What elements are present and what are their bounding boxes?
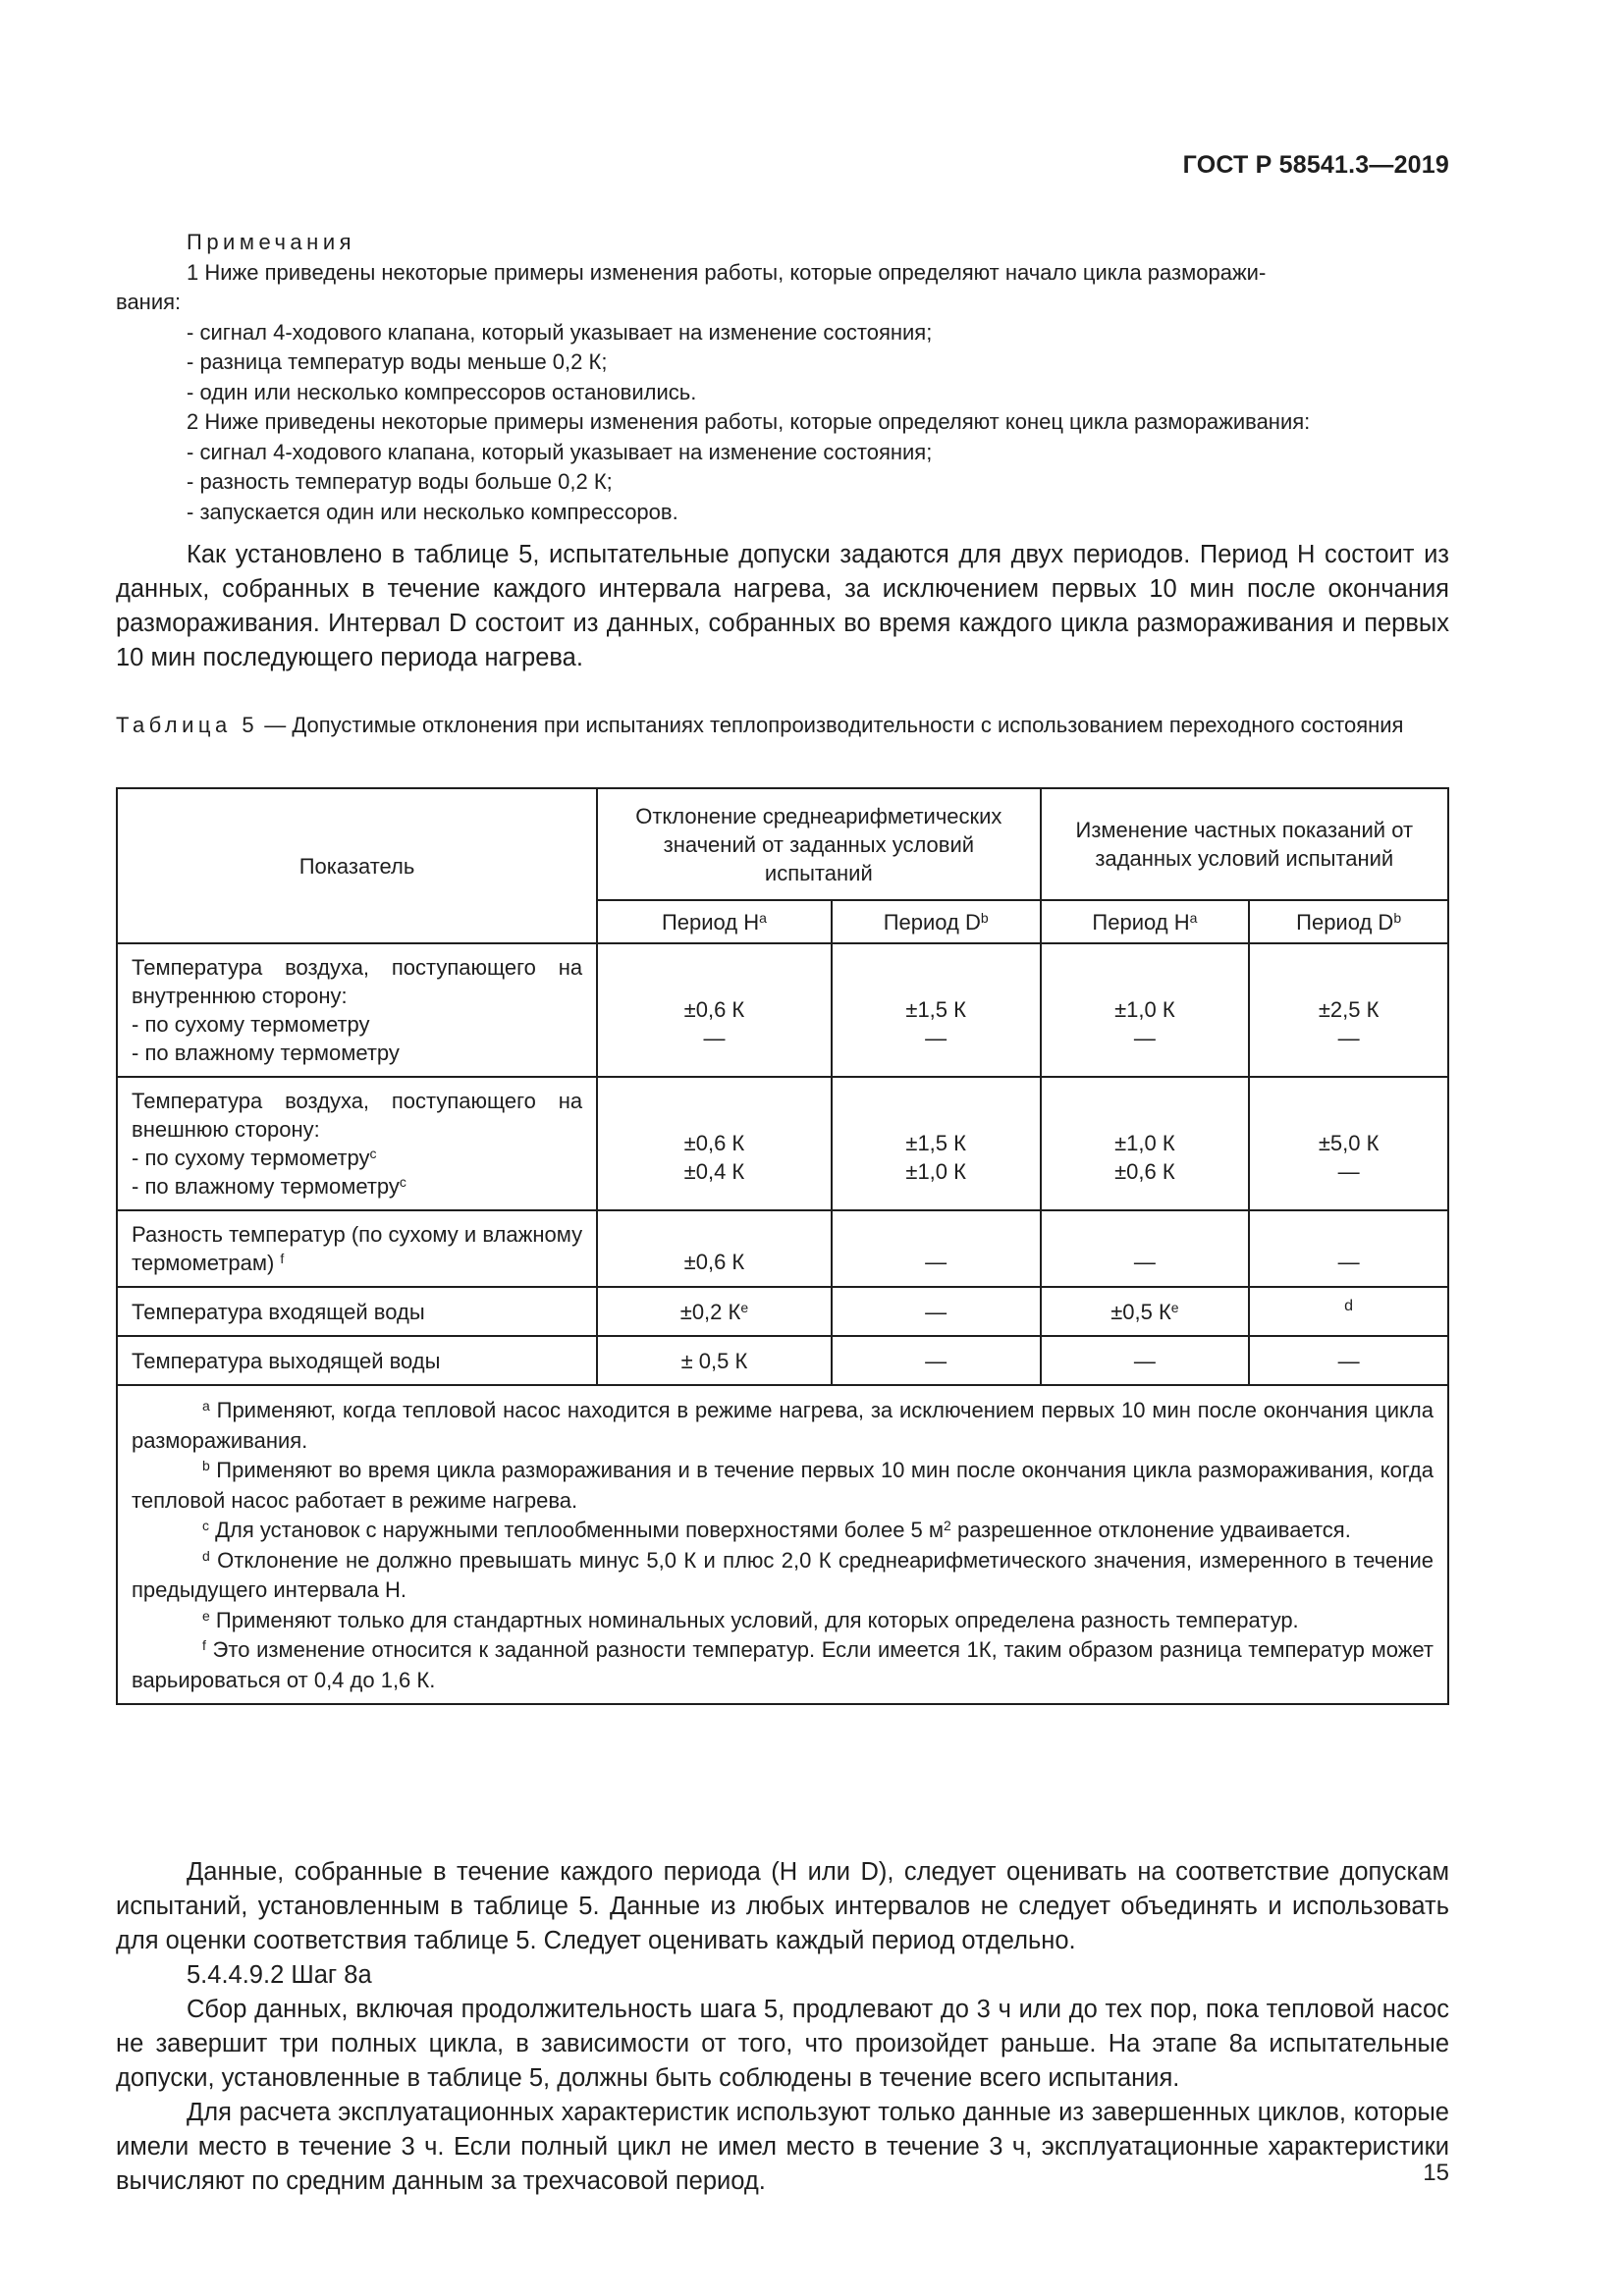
table-footnotes-row — [117, 1385, 1448, 1704]
notes-block — [116, 228, 1449, 527]
table-caption-text: — Допустимые отклонения при испытаниях теплопроизводительности с использованием переходного состояния — [258, 713, 1404, 737]
table-cell: — — [832, 1336, 1041, 1385]
row-label: Температура воздуха, поступающего на внешнюю сторону: - по сухому термометру$^c$ - по влажному термометру$^c$ — [117, 1077, 597, 1210]
paragraph-text: Как установлено в таблице 5, испытательные допуски задаются для двух периодов. Период Н состоит из данных, собранных в течение каждого интервала нагрева, за исключением первых 10 мин после окончания размораживания. Интервал D состоит из данных, собранных во время каждого цикла размораживания и первых 10 мин последующего периода нагрева. — [116, 541, 1449, 671]
table-cell: ±1,0 К ±0,6 К — [1041, 1077, 1250, 1210]
table-cell: ± 0,5 К — [597, 1336, 832, 1385]
paragraph-periods — [116, 538, 1449, 675]
paragraph-step-8a: Сбор данных, включая продолжительность шага 5, продлевают до 3 ч или до тех пор, пока тепловой насос не завершит три полных цикла, в зависимости от того, что произойдет раньше. На этапе 8а испытательные допуски, установленные в таблице 5, должны быть соблюдены в течение всего испытания. — [116, 1996, 1449, 2092]
note-1-item: - сигнал 4-ходового клапана, который указывает на изменение состояния; — [187, 319, 933, 345]
note-2-item: - запускается один или несколько компрессоров. — [187, 499, 678, 524]
footnote-d: $^d$ Отклонение не должно превышать минус 5,0 К и плюс 2,0 К среднеарифметического значения, измеренного в течение предыдущего интервала Н. — [132, 1547, 1434, 1602]
table-cell: — — [1041, 1336, 1250, 1385]
table-cell: — — [832, 1210, 1041, 1287]
section-heading: 5.4.4.9.2 Шаг 8а — [187, 1961, 372, 1989]
row-label: Температура выходящей воды — [117, 1336, 597, 1385]
table-cell: ±2,5 К — — [1249, 943, 1448, 1077]
document-code: ГОСТ Р 58541.3—2019 — [1182, 151, 1449, 179]
header-period-h: Период $Н^a$ — [1041, 900, 1250, 943]
table-cell: — — [1041, 1210, 1250, 1287]
table-row — [117, 1210, 1448, 1287]
table-cell: — — [1249, 1210, 1448, 1287]
table-row — [117, 1336, 1448, 1385]
note-1-line-1: 1 Ниже приведены некоторые примеры изменения работы, которые определяют начало цикла разморажи- — [187, 259, 1267, 285]
table-cell: ±5,0 К — — [1249, 1077, 1448, 1210]
table-cell: ±1,5 К ±1,0 К — [832, 1077, 1041, 1210]
table-cell: ±0,6 К — — [597, 943, 832, 1077]
table-cell: ±0,6 К ±0,4 К — [597, 1077, 832, 1210]
table-cell: — — [1249, 1336, 1448, 1385]
tolerance-table — [116, 787, 1449, 1705]
footnote-c: $^c$ Для установок с наружными теплообменными поверхностями более 5 $м^2$ разрешенное отклонение удваивается. — [202, 1518, 1351, 1542]
note-2-item: - разность температур воды больше 0,2 К; — [187, 469, 613, 494]
table-footnotes — [117, 1385, 1448, 1704]
table-cell: — — [832, 1287, 1041, 1336]
closing-text — [116, 1855, 1449, 2199]
notes-title: Примечания — [187, 230, 356, 254]
note-1-item: - разница температур воды меньше 0,2 К; — [187, 349, 608, 374]
row-label: Температура воздуха, поступающего на внутреннюю сторону: - по сухому термометру - по влажному термометру — [117, 943, 597, 1077]
table-cell: ±1,0 К — — [1041, 943, 1250, 1077]
footnote-a: $^a$ Применяют, когда тепловой насос находится в режиме нагрева, за исключением первых 10 мин после окончания цикла размораживания. — [132, 1398, 1434, 1453]
header-period-h: Период $Н^a$ — [597, 900, 832, 943]
header-group-average: Отклонение среднеарифметических значений от заданных условий испытаний — [597, 788, 1040, 900]
table-cell: ±1,5 К — — [832, 943, 1041, 1077]
header-indicator: Показатель — [117, 788, 597, 943]
note-2-item: - сигнал 4-ходового клапана, который указывает на изменение состояния; — [187, 439, 933, 464]
table-cell: ±0,6 К — [597, 1210, 832, 1287]
table-row — [117, 1077, 1448, 1210]
footnote-f: $^f$ Это изменение относится к заданной разности температур. Если имеется 1К, таким образом разница температур может варьироваться от 0,4 до 1,6 К. — [132, 1637, 1434, 1692]
header-period-d: Период $D^b$ — [832, 900, 1041, 943]
table-caption — [116, 711, 1449, 741]
paragraph-performance: Для расчета эксплуатационных характеристик используют только данные из завершенных циклов, которые имели место в течение 3 ч. Если полный цикл не имел место в течение 3 ч, эксплуатационные характеристики вычисляют по средним данным за трехчасовой период. — [116, 2099, 1449, 2195]
header-group-individual: Изменение частных показаний от заданных условий испытаний — [1041, 788, 1448, 900]
table-cell: ±0,5 $К^e$ — [1041, 1287, 1250, 1336]
footnote-b: $^b$ Применяют во время цикла размораживания и в течение первых 10 мин после окончания цикла размораживания, когда тепловой насос работает в режиме нагрева. — [132, 1458, 1434, 1513]
page-number: 15 — [1423, 2160, 1449, 2186]
table-cell: ±0,2 $К^e$ — [597, 1287, 832, 1336]
paragraph-evaluation: Данные, собранные в течение каждого периода (Н или D), следует оценивать на соответствие допускам испытаний, установленным в таблице 5. Данные из любых интервалов не следует объединять и использовать для оценки соответствия таблице 5. Следует оценивать каждый период отдельно. — [116, 1858, 1449, 1954]
note-1-line-2: вания: — [116, 290, 182, 314]
row-label: Температура входящей воды — [117, 1287, 597, 1336]
table-header-row — [117, 788, 1448, 900]
table-row — [117, 943, 1448, 1077]
note-1-item: - один или несколько компрессоров остановились. — [187, 379, 697, 404]
header-period-d: Период $D^b$ — [1249, 900, 1448, 943]
table-row — [117, 1287, 1448, 1336]
table-cell: d — [1249, 1287, 1448, 1336]
table-caption-label: Таблица 5 — [116, 713, 259, 737]
footnote-e: $^e$ Применяют только для стандартных номинальных условий, для которых определена разность температур. — [202, 1607, 1299, 1632]
note-2: 2 Ниже приведены некоторые примеры изменения работы, которые определяют конец цикла размораживания: — [187, 409, 1311, 434]
row-label: Разность температур (по сухому и влажному термометрам) $^f$ — [117, 1210, 597, 1287]
